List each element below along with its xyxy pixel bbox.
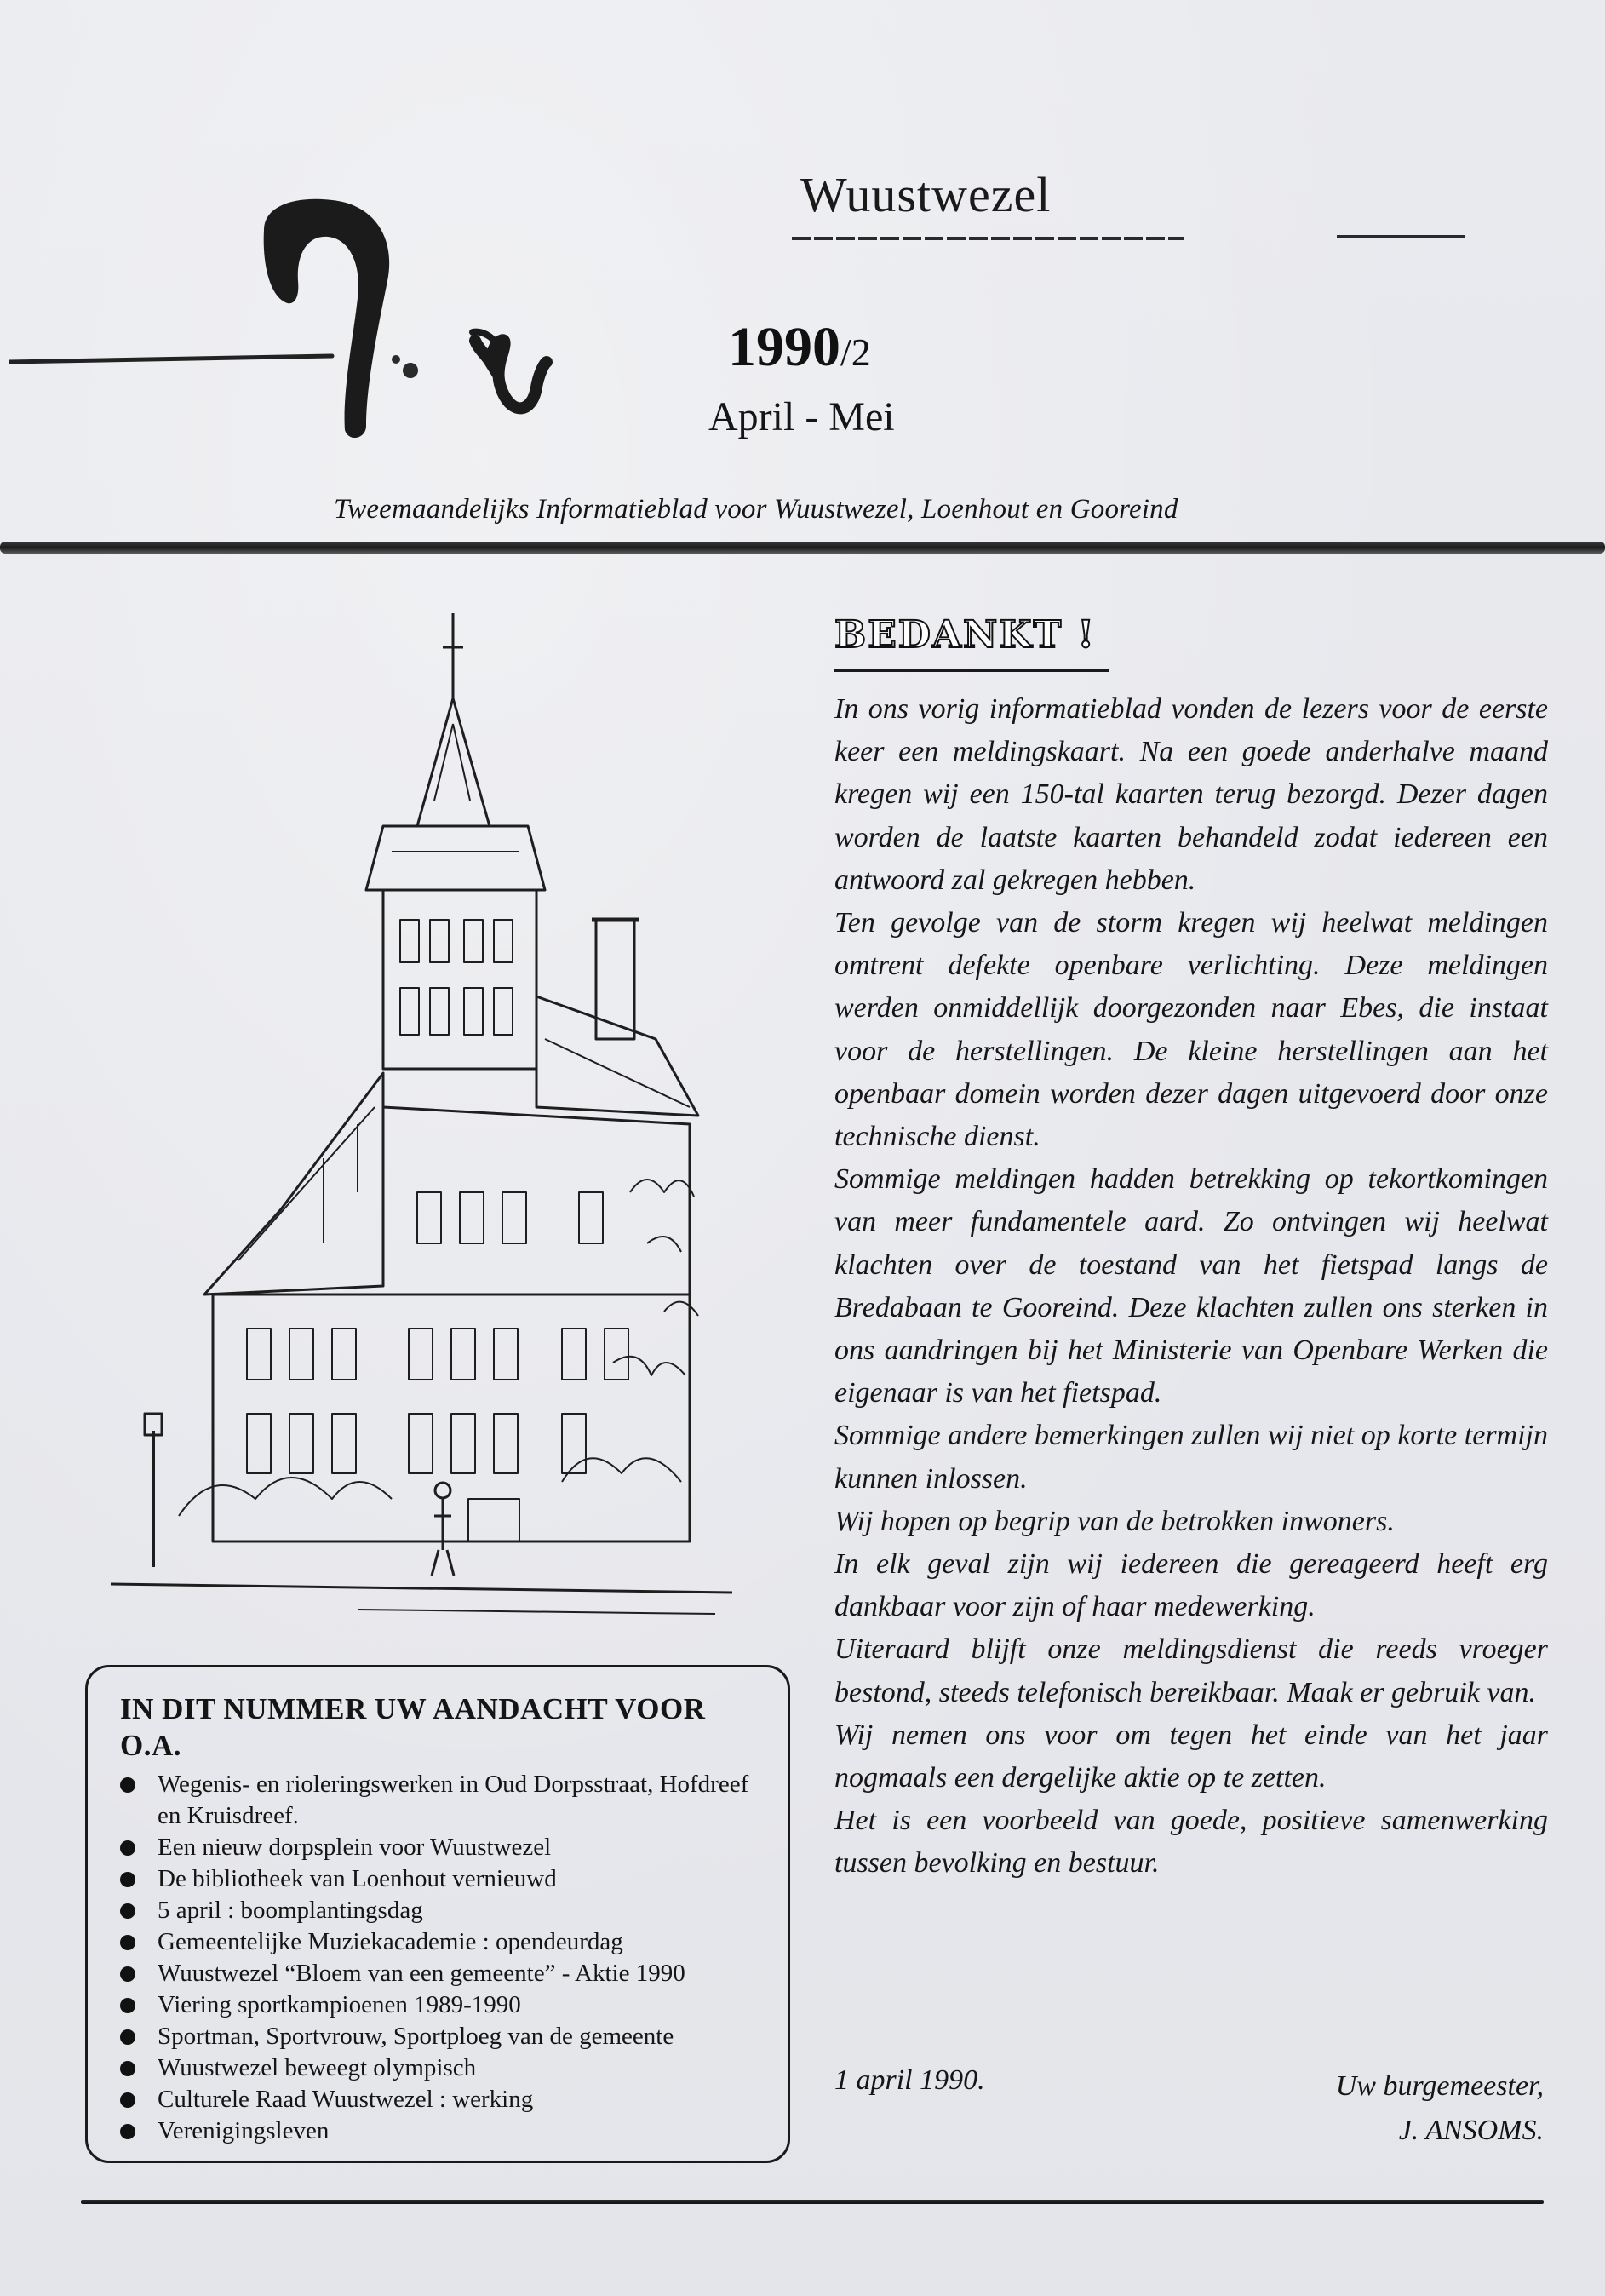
contents-item: Verenigingsleven	[120, 2115, 762, 2147]
bullet-icon	[120, 1998, 135, 2013]
bullet-icon	[120, 1935, 135, 1950]
contents-item: Viering sportkampioenen 1989-1990	[120, 1989, 762, 2021]
contents-list	[120, 1769, 762, 2147]
newsletter-logo	[9, 179, 673, 451]
article-paragraph: Sommige andere bemerkingen zullen wij niet op korte termijn kunnen inlossen.	[834, 1420, 1548, 1495]
bullet-icon	[120, 1903, 135, 1919]
title-underline	[792, 237, 1184, 240]
issue-suffix: /2	[840, 330, 871, 374]
contents-heading: IN DIT NUMMER UW AANDACHT VOOR O.A.	[120, 1692, 706, 1762]
contents-item: De bibliotheek van Loenhout vernieuwd	[120, 1863, 762, 1895]
contents-item: Wegenis- en rioleringswerken in Oud Dorpsstraat, Hofdreef en Kruisdreef.	[120, 1769, 762, 1832]
bullet-icon	[120, 2061, 135, 2076]
article-paragraph: Sommige meldingen hadden betrekking op tekortkomingen van meer fundamentele aard. Zo ontvingen wij heelwat klachten over de toestand van het fietspad langs de Bredabaan te Gooreind. Deze klachten zullen ons sterken in ons aandringen bij het Ministerie van Openbare Werken die eigenaar is van het fietspad.	[834, 1163, 1548, 1409]
issue-number	[728, 315, 871, 380]
article-paragraph: Ten gevolge van de storm kregen wij heelwat meldingen omtrent defekte openbare verlichting. Deze meldingen werden onmiddellijk doorgezonden naar Ebes, die instaat voor de herstellingen. De kleine herstellingen aan het openbaar domein worden dezer dagen uitgevoerd door onze technische dienst.	[834, 907, 1548, 1153]
article-paragraph: Uiteraard blijft onze meldingsdienst die reeds vroeger bestond, steeds telefonisch bereikbaar. Maak er gebruik van.	[834, 1633, 1548, 1708]
footer-rule	[81, 2200, 1544, 2204]
issue-year: 1990	[728, 316, 840, 378]
contents-item: 5 april : boomplantingsdag	[120, 1895, 762, 1926]
article-paragraph: Wij nemen ons voor om tegen het einde van het jaar nogmaals een dergelijke aktie op te zetten.	[834, 1719, 1548, 1794]
signature-name: J. ANSOMS.	[1398, 2115, 1544, 2146]
contents-item: Wuustwezel “Bloem van een gemeente” - Aktie 1990	[120, 1958, 762, 1989]
header-rule	[0, 542, 1605, 554]
contents-item: Sportman, Sportvrouw, Sportploeg van de gemeente	[120, 2021, 762, 2052]
town-hall-illustration	[102, 596, 749, 1652]
bullet-icon	[120, 2092, 135, 2108]
article-heading: BEDANKT !	[834, 613, 1096, 657]
masthead-title: Wuustwezel	[800, 167, 1052, 222]
contents-item: Culturele Raad Wuustwezel : werking	[120, 2084, 762, 2115]
bullet-icon	[120, 1966, 135, 1982]
article-heading-rule	[834, 669, 1109, 672]
tagline: Tweemaandelijks Informatieblad voor Wuustwezel, Loenhout en Gooreind	[334, 494, 1178, 525]
title-underline-extension	[1337, 235, 1465, 238]
bullet-icon	[120, 1777, 135, 1793]
contents-item: Een nieuw dorpsplein voor Wuustwezel	[120, 1832, 762, 1863]
signature-title: Uw burgemeester,	[1335, 2070, 1544, 2102]
issue-period: April - Mei	[708, 394, 895, 439]
contents-item: Wuustwezel beweegt olympisch	[120, 2052, 762, 2084]
article-paragraph: In ons vorig informatieblad vonden de lezers voor de eerste keer een meldingskaart. Na een goede anderhalve maand kregen wij een 150-tal kaarten terug bezorgd. Dezer dagen worden de laatste kaarten behandeld zodat iedereen een antwoord zal gekregen hebben.	[834, 693, 1548, 896]
bullet-icon	[120, 1872, 135, 1887]
article-body	[834, 688, 1548, 1886]
article-paragraph: Wij hopen op begrip van de betrokken inwoners.	[834, 1505, 1395, 1537]
contents-item: Gemeentelijke Muziekacademie : opendeurdag	[120, 1926, 762, 1958]
contents-box	[85, 1665, 790, 2163]
bullet-icon	[120, 2029, 135, 2045]
signature-block	[1336, 2064, 1544, 2153]
article-paragraph: Het is een voorbeeld van goede, positieve samenwerking tussen bevolking en bestuur.	[834, 1805, 1548, 1880]
article-date: 1 april 1990.	[834, 2064, 985, 2096]
article-paragraph: In elk geval zijn wij iedereen die gereageerd heeft erg dankbaar voor zijn of haar medewerking.	[834, 1548, 1548, 1623]
bullet-icon	[120, 2124, 135, 2139]
bullet-icon	[120, 1840, 135, 1856]
